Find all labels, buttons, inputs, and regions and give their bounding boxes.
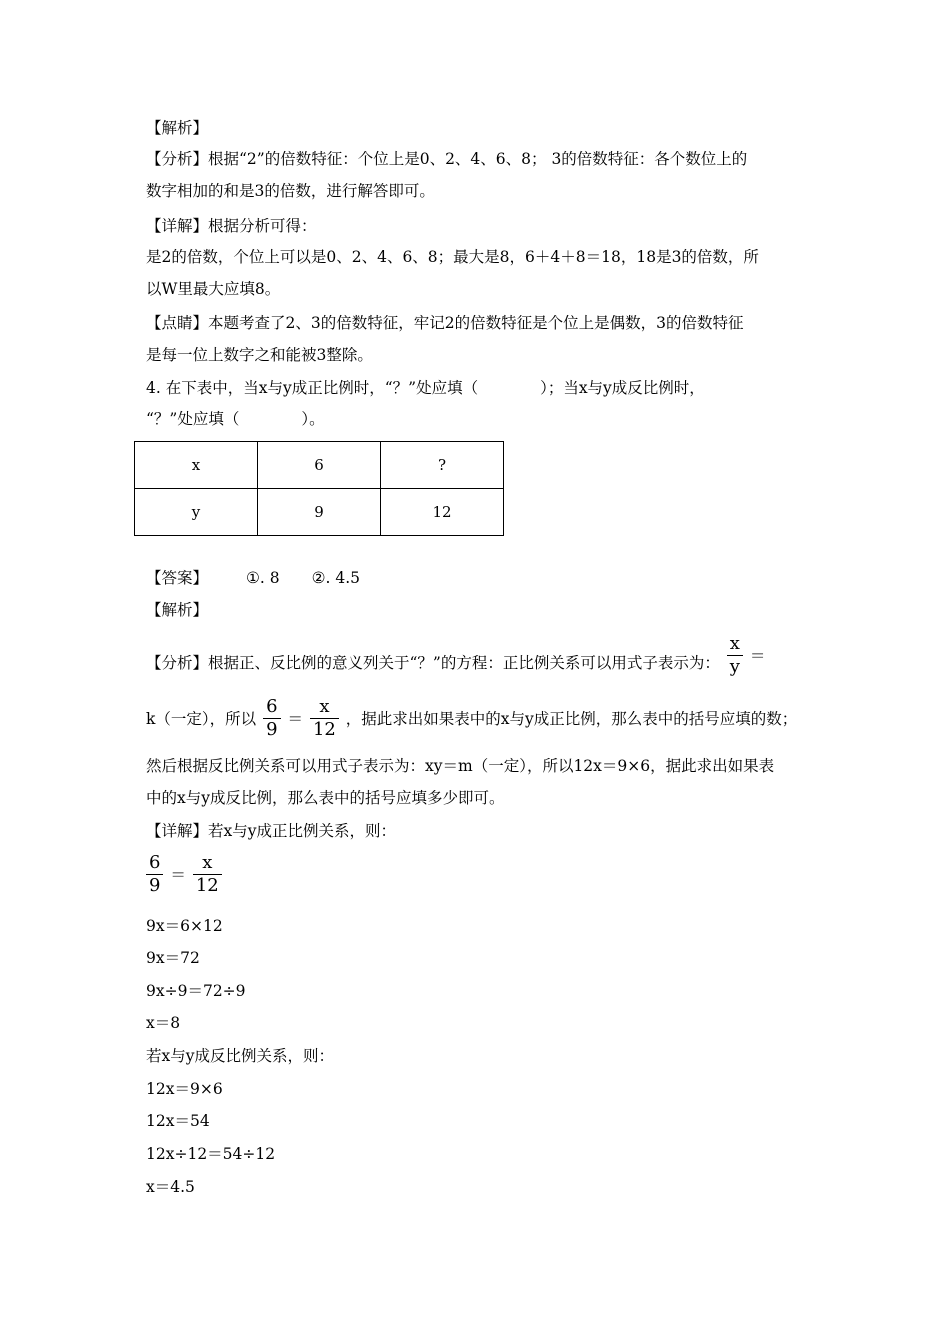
frac-denominator: y [729, 656, 740, 677]
dianjing-line-1: 【点睛】本题考查了2、3的倍数特征，牢记2的倍数特征是个位上是偶数，3的倍数特征 [146, 314, 744, 332]
table-cell: y [135, 489, 258, 536]
fenxi-line-2: 数字相加的和是3的倍数，进行解答即可。 [146, 182, 435, 200]
equals-sign: ＝ [287, 709, 303, 728]
dianjing-line-2: 是每一位上数字之和能被3整除。 [146, 346, 373, 364]
frac-numerator: x [193, 852, 222, 875]
fenxi-line-1: 【分析】根据“2”的倍数特征：个位上是0、2、4、6、8； 3的倍数特征：各个数位上的 [146, 150, 748, 168]
table-row [135, 442, 504, 489]
table-cell: 9 [258, 489, 381, 536]
xiangjie-line-3: 以W里最大应填8。 [146, 280, 281, 298]
frac-denominator: 12 [195, 875, 219, 896]
analysis-line-4: 中的x与y成反比例，那么表中的括号应填多少即可。 [146, 789, 505, 807]
answer-analysis-heading: 【解析】 [146, 601, 209, 619]
detail-heading: 【详解】若x与y成正比例关系，则： [146, 822, 396, 840]
fraction-6-over-9 [263, 696, 280, 741]
detail-heading-2: 若x与y成反比例关系，则： [146, 1047, 334, 1065]
xiangjie-line-2: 是2的倍数，个位上可以是0、2、4、6、8；最大是8，6＋4＋8＝18，18是3的倍数，所 [146, 248, 759, 266]
step-line: 9x＝6×12 [146, 917, 223, 935]
table-cell: ? [381, 442, 504, 489]
step-line: 12x÷12＝54÷12 [146, 1145, 276, 1163]
analysis-line-1 [146, 633, 765, 693]
step-line: 12x＝9×6 [146, 1080, 223, 1098]
analysis-heading: 【解析】 [146, 119, 209, 137]
frac-numerator: 6 [263, 696, 280, 719]
analysis-line-2 [146, 696, 797, 746]
table-cell: 6 [258, 442, 381, 489]
answer-2: ②. 4.5 [311, 569, 361, 587]
frac-denominator: 9 [266, 719, 278, 740]
detail-fraction-equation [144, 852, 224, 902]
step-line: x＝8 [146, 1014, 181, 1032]
frac-denominator: 9 [149, 875, 161, 896]
analysis-line-2-pre: k（一定），所以 [146, 709, 257, 728]
frac-numerator: 6 [146, 852, 163, 875]
fraction-x-over-12 [310, 696, 339, 741]
table-row [135, 489, 504, 536]
step-line: x＝4.5 [146, 1178, 195, 1196]
analysis-line-3: 然后根据反比例关系可以用式子表示为：xy＝m（一定），所以12x＝9×6，据此求出如果表 [146, 757, 775, 775]
analysis-line-2-post: ，据此求出如果表中的x与y成正比例，那么表中的括号应填的数； [345, 709, 798, 728]
answer-line [146, 568, 360, 588]
frac-numerator: x [727, 633, 743, 656]
step-line: 12x＝54 [146, 1112, 210, 1130]
analysis-line-1-text: 【分析】根据正、反比例的意义列关于“？”的方程：正比例关系可以用式子表示为： [146, 654, 720, 672]
frac-denominator: 12 [312, 719, 336, 740]
answer-1: ①. 8 [246, 569, 280, 587]
xiangjie-line-1: 【详解】根据分析可得： [146, 217, 317, 235]
fraction-x-over-12 [193, 852, 222, 897]
equals-sign: ＝ [170, 865, 186, 884]
step-line: 9x÷9＝72÷9 [146, 982, 246, 1000]
fraction-6-over-9 [146, 852, 163, 897]
question-line-1: 4. 在下表中，当x与y成正比例时，“？”处应填（ ）；当x与y成反比例时， [146, 379, 705, 397]
step-line: 9x＝72 [146, 949, 200, 967]
question-table [134, 441, 504, 536]
question-line-2: “？”处应填（ ）。 [146, 410, 325, 428]
fraction-x-over-y [727, 633, 743, 678]
table-cell: 12 [381, 489, 504, 536]
answer-label: 【答案】 [146, 569, 209, 587]
equals-sign: ＝ [749, 646, 766, 665]
table-cell: x [135, 442, 258, 489]
frac-numerator: x [310, 696, 339, 719]
